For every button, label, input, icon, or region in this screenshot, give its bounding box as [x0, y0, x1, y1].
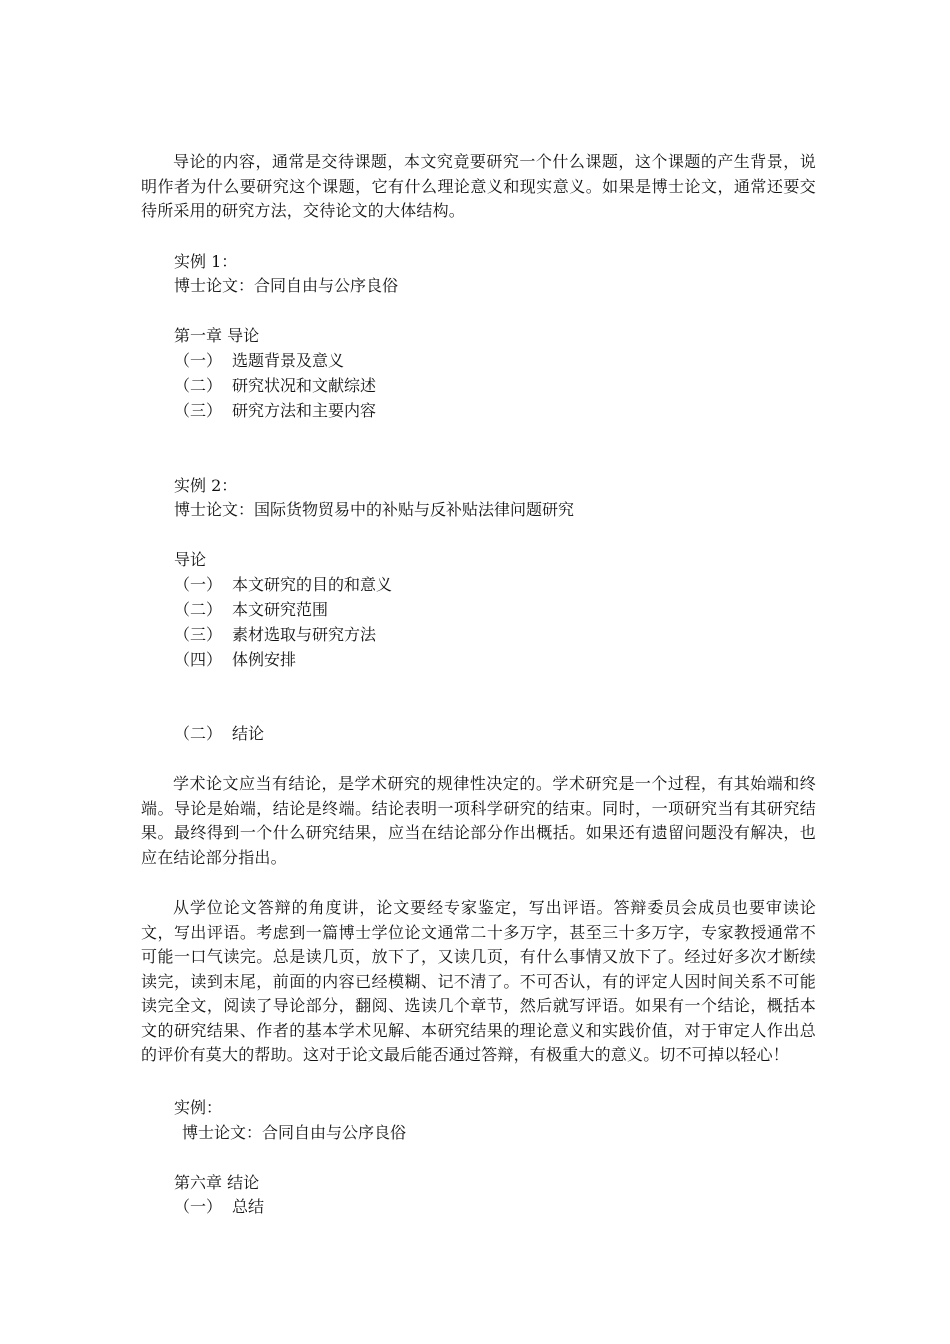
example1-item [174, 374, 376, 398]
item-text: 本文研究范围 [232, 600, 329, 619]
example2-item [174, 623, 376, 647]
item-text: 研究状况和文献综述 [232, 376, 377, 395]
item-text: 选题背景及意义 [232, 351, 345, 370]
example1-label: 实例 1： [174, 252, 238, 271]
item-number: （二） [174, 600, 223, 619]
item-number: （一） [174, 351, 223, 370]
example3-item [174, 1195, 264, 1219]
item-number: （一） [174, 575, 223, 594]
section-number: （二） [174, 724, 223, 743]
item-number: （四） [174, 650, 223, 669]
item-number: （三） [174, 401, 223, 420]
example1-item [174, 349, 344, 373]
example2-item [174, 648, 296, 672]
item-number: （三） [174, 625, 223, 644]
example1-chapter-heading: 第一章 导论 [174, 326, 260, 345]
intro-paragraph: 导论的内容，通常是交待课题，本文究竟要研究一个什么课题，这个课题的产生背景，说明作者为什么要研究这个课题，它有什么理论意义和现实意义。如果是博士论文，通常还要交待所采用的研究方法，交待论文的大体结构。 [141, 152, 816, 220]
example2-chapter-heading: 导论 [174, 550, 207, 569]
conclusion-section-heading [174, 722, 264, 746]
item-number: （二） [174, 376, 223, 395]
conclusion-paragraph-1: 学术论文应当有结论，是学术研究的规律性决定的。学术研究是一个过程，有其始端和终端。导论是始端，结论是终端。结论表明一项科学研究的结束。同时，一项研究当有其研究结果。最终得到一个什么研究结果，应当在结论部分作出概括。如果还有遗留问题没有解决，也应在结论部分指出。 [141, 774, 816, 867]
example1-item [174, 399, 376, 423]
section-title: 结论 [232, 724, 265, 743]
item-text: 体例安排 [232, 650, 297, 669]
example3-thesis-title: 博士论文：合同自由与公序良俗 [182, 1123, 407, 1142]
example2-label: 实例 2： [174, 476, 238, 495]
example2-item [174, 573, 392, 597]
example3-chapter-heading: 第六章 结论 [174, 1173, 260, 1192]
item-text: 本文研究的目的和意义 [232, 575, 393, 594]
conclusion-paragraph-2: 从学位论文答辩的角度讲，论文要经专家鉴定，写出评语。答辩委员会成员也要审读论文，写出评语。考虑到一篇博士学位论文通常二十多万字，甚至三十多万字，专家教授通常不可能一口气读完。总是读几页，放下了，又读几页，有什么事情又放下了。经过好多次才断续读完，读到末尾，前面的内容已经模糊、记不清了。不可否认，有的评定人因时间关系不可能读完全文，阅读了导论部分，翻阅、选读几个章节，然后就写评语。如果有一个结论，概括本文的研究结果、作者的基本学术见解、本研究结果的理论意义和实践价值，对于审定人作出总的评价有莫大的帮助。这对于论文最后能否通过答辩，有极重大的意义。切不可掉以轻心！ [141, 898, 816, 1064]
example1-thesis-title: 博士论文：合同自由与公序良俗 [174, 276, 399, 295]
example3-label: 实例： [174, 1098, 223, 1117]
item-text: 研究方法和主要内容 [232, 401, 377, 420]
item-text: 总结 [232, 1197, 265, 1216]
example2-item [174, 598, 328, 622]
item-text: 素材选取与研究方法 [232, 625, 377, 644]
example2-thesis-title: 博士论文：国际货物贸易中的补贴与反补贴法律问题研究 [174, 500, 575, 519]
item-number: （一） [174, 1197, 223, 1216]
